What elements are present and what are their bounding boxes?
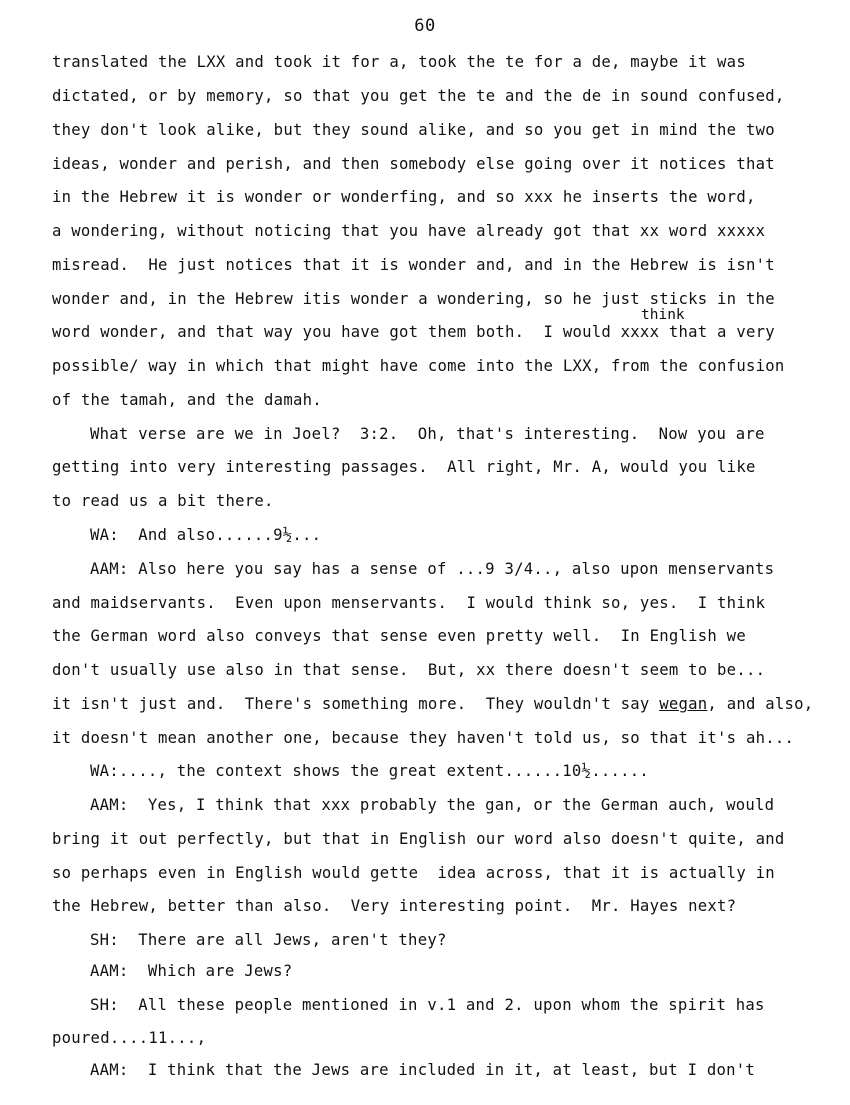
text-line: AAM: Yes, I think that xxx probably the gan, or the German auch, would — [90, 796, 775, 814]
text-line: AAM: Also here you say has a sense of ...9 3/4.., also upon menservants — [90, 560, 775, 578]
text-line: a wondering, without noticing that you have already got that xx word xxxxx — [52, 222, 766, 240]
text-line: poured....11..., — [52, 1029, 207, 1047]
text-line: ideas, wonder and perish, and then somebody else going over it notices that — [52, 155, 775, 173]
text-line: dictated, or by memory, so that you get the te and the de in sound confused, — [52, 87, 785, 105]
text-line: the Hebrew, better than also. Very interesting point. Mr. Hayes next? — [52, 897, 737, 915]
interlinear-insertion: think — [641, 307, 685, 323]
text-line: of the tamah, and the damah. — [52, 391, 322, 409]
text-line: misread. He just notices that it is wonder and, and in the Hebrew is isn't — [52, 256, 775, 274]
text-line-segment: , and also, — [707, 695, 814, 713]
text-line: and maidservants. Even upon menservants. I would think so, yes. I think — [52, 594, 766, 612]
text-line: getting into very interesting passages. All right, Mr. A, would you like — [52, 458, 756, 476]
text-line: AAM: Which are Jews? — [90, 962, 293, 980]
text-line: word wonder, and that way you have got them both. I would xxxx that a very — [52, 323, 775, 341]
text-line: SH: There are all Jews, aren't they? — [90, 931, 447, 949]
text-line: the German word also conveys that sense even pretty well. In English we — [52, 627, 746, 645]
text-line: so perhaps even in English would gette idea across, that it is actually in — [52, 864, 775, 882]
text-line: possible/ way in which that might have come into the LXX, from the confusion — [52, 357, 785, 375]
text-line: to read us a bit there. — [52, 492, 274, 510]
text-line: translated the LXX and took it for a, took the te for a de, maybe it was — [52, 53, 746, 71]
text-line-segment: it isn't just and. There's something more. They wouldn't say — [52, 695, 660, 713]
text-line — [52, 694, 813, 714]
text-line: AAM: I think that the Jews are included in it, at least, but I don't — [90, 1061, 756, 1079]
text-line: WA: And also......9½... — [90, 526, 322, 544]
text-line: SH: All these people mentioned in v.1 and 2. upon whom the spirit has — [90, 996, 765, 1014]
text-line: they don't look alike, but they sound alike, and so you get in mind the two — [52, 121, 775, 139]
text-line: in the Hebrew it is wonder or wonderfing, and so xxx he inserts the word, — [52, 188, 756, 206]
page-number: 60 — [414, 16, 436, 36]
text-line: don't usually use also in that sense. But, xx there doesn't seem to be... — [52, 661, 766, 679]
text-line: What verse are we in Joel? 3:2. Oh, that's interesting. Now you are — [90, 425, 765, 443]
text-line: it doesn't mean another one, because they haven't told us, so that it's ah... — [52, 729, 795, 747]
underlined-word: wegan — [659, 695, 708, 713]
text-line: wonder and, in the Hebrew itis wonder a wondering, so he just sticks in the — [52, 290, 775, 308]
text-line: WA:...., the context shows the great extent......10½...... — [90, 762, 650, 780]
text-line: bring it out perfectly, but that in English our word also doesn't quite, and — [52, 830, 785, 848]
